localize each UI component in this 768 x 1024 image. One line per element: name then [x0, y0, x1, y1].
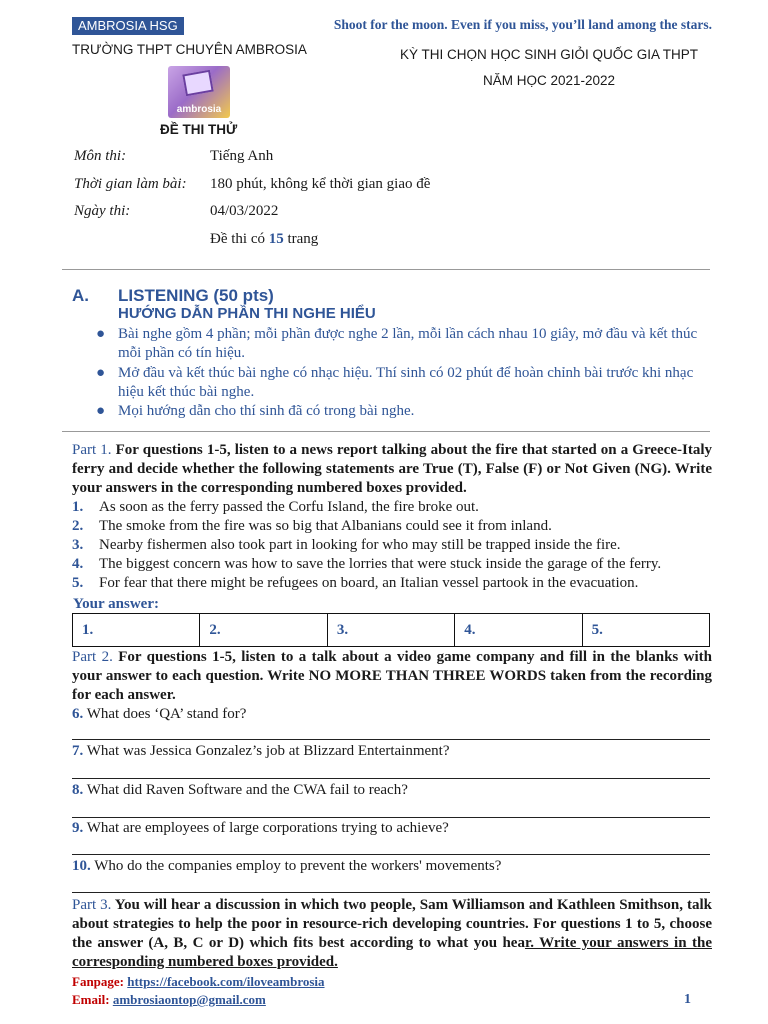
- info-value: Tiếng Anh: [210, 148, 274, 164]
- statement-number: 5.: [72, 575, 84, 591]
- question-item: [72, 782, 712, 799]
- part3-instructions: [72, 896, 712, 972]
- info-row-subject: [74, 148, 674, 168]
- pages-note: [210, 231, 318, 248]
- pages-note-suffix: trang: [283, 231, 319, 247]
- statement-item: [72, 537, 712, 556]
- email-link[interactable]: ambrosiaontop@gmail.com: [112, 992, 266, 1007]
- answer-line[interactable]: [72, 778, 710, 779]
- info-row-duration: [74, 176, 674, 196]
- instruction-item: [96, 364, 712, 402]
- question-number: 10.: [72, 858, 91, 874]
- instruction-text: Mọi hướng dẫn cho thí sinh đã có trong bài nghe.: [118, 403, 415, 419]
- question-text: Who do the companies employ to prevent the workers' movements?: [90, 858, 502, 874]
- question-text: What was Jessica Gonzalez’s job at Blizzard Entertainment?: [83, 743, 450, 759]
- instruction-text: Bài nghe gồm 4 phần; mỗi phần được nghe 2 lần, mỗi lần cách nhau 10 giây, mở đầu và kết thúc mỗi phần có tín hiệu.: [118, 326, 698, 361]
- answer-line[interactable]: [72, 739, 710, 740]
- statement-text: Nearby fishermen also took part in looking for who may still be trapped inside the fire.: [99, 537, 621, 553]
- book-icon: [182, 70, 213, 97]
- answer-box[interactable]: 5.: [591, 622, 603, 638]
- page-number: 1: [684, 992, 691, 1007]
- section-subtitle: HƯỚNG DẪN PHẦN THI NGHE HIỂU: [118, 305, 376, 322]
- answer-table: [72, 613, 710, 647]
- part2-instructions: [72, 648, 712, 705]
- part3-label: Part 3.: [72, 897, 112, 913]
- exam-name: [384, 42, 714, 94]
- answer-line[interactable]: [72, 817, 710, 818]
- part2-label: Part 2.: [72, 649, 113, 665]
- info-label: Ngày thi:: [74, 203, 131, 219]
- info-value: 180 phút, không kể thời gian giao đề: [210, 176, 431, 192]
- info-label: Môn thi:: [74, 148, 127, 164]
- bullet-icon: ●: [96, 365, 106, 381]
- bullet-icon: ●: [96, 403, 106, 419]
- question-number: 8.: [72, 782, 84, 798]
- part3-text-tail: r. Write your answers in the corresponding numbered boxes provided.: [72, 935, 712, 970]
- statement-text: The smoke from the fire was so big that Albanians could see it from inland.: [99, 518, 552, 534]
- statement-text: The biggest concern was how to save the lorries that were stuck inside the garage of the ferry.: [99, 556, 662, 572]
- question-number: 9.: [72, 820, 84, 836]
- statement-number: 2.: [72, 518, 84, 534]
- answer-box[interactable]: 4.: [455, 614, 582, 646]
- statement-number: 4.: [72, 556, 84, 572]
- question-item: [72, 743, 712, 760]
- statement-item: [72, 518, 712, 537]
- statement-number: 3.: [72, 537, 84, 553]
- mock-exam-title: ĐỀ THI THỬ: [160, 122, 238, 137]
- info-label: Thời gian làm bài:: [74, 176, 187, 192]
- section-title: LISTENING (50 pts): [118, 286, 274, 305]
- statement-item: [72, 575, 712, 594]
- exam-name-line-2: NĂM HỌC 2021-2022: [482, 73, 616, 88]
- exam-name-line-1: KỲ THI CHỌN HỌC SINH GIỎI QUỐC GIA THPT: [399, 47, 699, 62]
- instruction-item: [96, 402, 712, 421]
- instruction-text: Mở đầu và kết thúc bài nghe có nhạc hiệu. Thí sinh có 02 phút để hoàn chỉnh bài trước khi nhạc hiệu kết thúc bài nghe.: [118, 365, 694, 400]
- answer-box[interactable]: 2.: [200, 614, 327, 646]
- part1-label: Part 1.: [72, 442, 112, 458]
- question-item: [72, 706, 712, 723]
- info-value: 04/03/2022: [210, 203, 279, 219]
- email-line: [72, 992, 266, 1008]
- logo-text: ambrosia: [176, 104, 222, 115]
- answer-box[interactable]: 1.: [73, 614, 200, 646]
- answer-line[interactable]: [72, 854, 710, 855]
- question-text: What does ‘QA’ stand for?: [83, 706, 247, 722]
- statement-text: For fear that there might be refugees on board, an Italian vessel partook in the evacuation.: [99, 575, 639, 591]
- statement-number: 1.: [72, 499, 84, 515]
- answer-box[interactable]: 3.: [328, 614, 455, 646]
- answer-line[interactable]: [72, 892, 710, 893]
- question-text: What did Raven Software and the CWA fail to reach?: [83, 782, 408, 798]
- your-answer-label: Your answer:: [73, 596, 159, 612]
- bullet-icon: ●: [96, 326, 106, 342]
- part2-text: For questions 1-5, listen to a talk about a video game company and fill in the blanks with your answer to each question. Write NO MORE THAN THREE WORDS taken from the recording for each answer.: [72, 649, 712, 703]
- brand-tag: AMBROSIA HSG: [72, 17, 184, 35]
- part1-text: For questions 1-5, listen to a news report talking about the fire that started on a Greece-Italy ferry and decide whether the following statements are True (T), False (F) or Not Given (NG). Write your answers in the corresponding numbered boxes provided.: [72, 442, 712, 496]
- email-label: Email:: [72, 992, 110, 1007]
- ambrosia-logo: [168, 66, 230, 118]
- pages-count: 15: [268, 231, 284, 247]
- part1-instructions: [72, 441, 712, 498]
- pages-note-prefix: Đề thi có: [210, 231, 269, 247]
- fanpage-label: Fanpage:: [72, 974, 124, 989]
- info-row-date: [74, 203, 674, 223]
- question-text: What are employees of large corporations trying to achieve?: [83, 820, 449, 836]
- top-bar: [72, 16, 712, 36]
- motto: Shoot for the moon. Even if you miss, you’ll land among the stars.: [333, 17, 712, 32]
- question-number: 6.: [72, 706, 84, 722]
- fanpage-line: [72, 974, 325, 990]
- divider: [62, 269, 710, 270]
- statement-item: [72, 499, 712, 518]
- divider: [62, 431, 710, 432]
- question-number: 7.: [72, 743, 84, 759]
- instruction-item: [96, 325, 712, 363]
- fanpage-link[interactable]: https://facebook.com/iloveambrosia: [127, 974, 325, 989]
- info-row-pages: [74, 231, 674, 251]
- school-name: TRƯỜNG THPT CHUYÊN AMBROSIA: [72, 42, 307, 57]
- section-letter: A.: [72, 286, 89, 305]
- question-item: [72, 858, 712, 875]
- question-item: [72, 820, 712, 837]
- part3-text: You will hear a discussion in which two people, Sam Williamson and Kathleen Smithson, talk about strategies to help the poor in resource-rich developing countries. For questions 1 to 5, choose the answer (A, B, C or D) which fits best according to what you hea: [72, 897, 712, 951]
- statement-text: As soon as the ferry passed the Corfu Island, the fire broke out.: [99, 499, 479, 515]
- statement-item: [72, 556, 712, 575]
